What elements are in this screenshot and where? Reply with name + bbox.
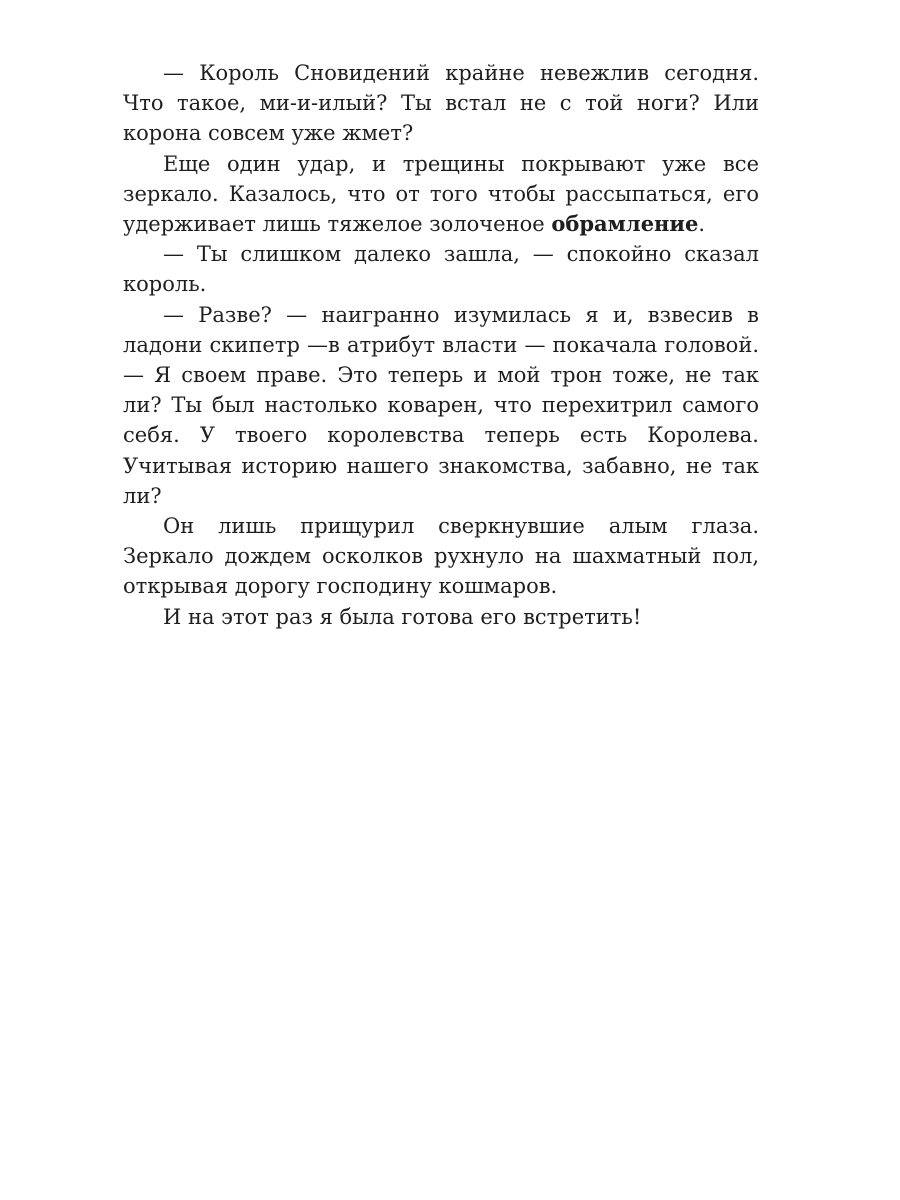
paragraph-2-text-before: Еще один удар, и трещины покрывают уже все зеркало. Казалось, что от того чтобы рассыпаться, его удерживает лишь тяжелое золоченое: [123, 151, 759, 237]
paragraph-3: — Ты слишком далеко зашла, — спокойно сказал король.: [123, 242, 759, 297]
paragraph-4: — Разве? — наигранно изумилась я и, взвесив в ладони скипетр —в атрибут власти — покачала головой. — Я своем праве. Это теперь и мой трон тоже, не так ли? Ты был настолько коварен, что перехитрил самого себя. У твоего королевства теперь есть Королева. Учитывая историю нашего знакомства, забавно, не так ли?: [123, 302, 759, 508]
paragraph-2: [123, 149, 759, 240]
paragraph-6: И на этот раз я была готова его встретить!: [163, 604, 642, 629]
bold-word: обрамление: [551, 211, 699, 237]
page-body: [123, 58, 759, 632]
paragraph-1: — Король Сновидений крайне невежлив сегодня. Что такое, ми-и-илый? Ты встал не с той ноги? Или корона совсем уже жмет?: [123, 61, 759, 146]
paragraph-2-text-after: .: [698, 212, 706, 237]
paragraph-5: Он лишь прищурил сверкнувшие алым глаза. Зеркало дождем осколков рухнуло на шахматный пол, открывая дорогу господину кошмаров.: [123, 514, 759, 599]
